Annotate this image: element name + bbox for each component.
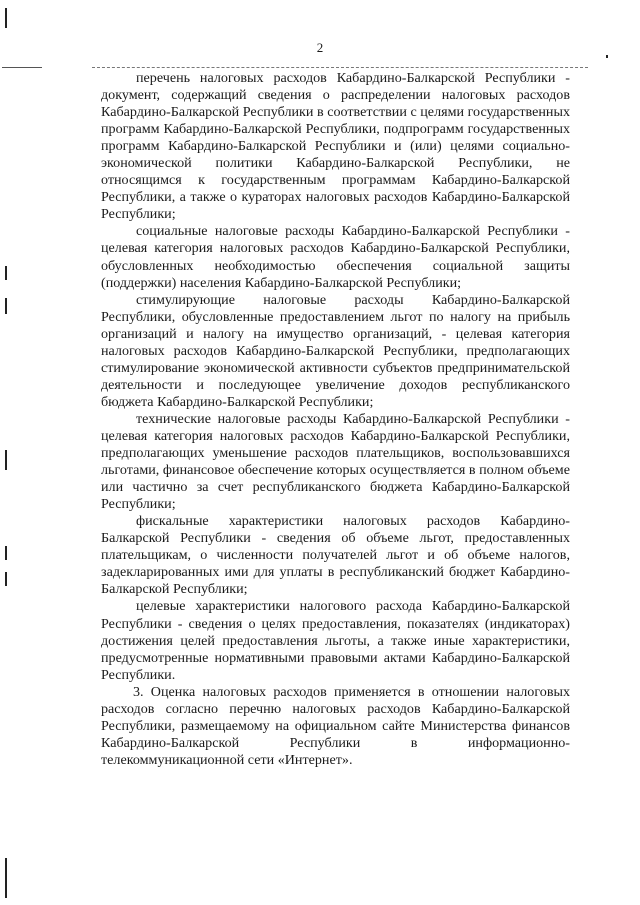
scan-mark-left-2 <box>5 298 7 314</box>
definition-target-characteristics: целевые характеристики налогового расхода Кабардино-Балкарской Республики - сведения о целях предоставления, показателях (индикаторах) достижения целей предоставления льготы, а также иные характеристики, предусмотренные нормативными правовыми актами Кабардино-Балкарской Республики. <box>101 598 570 683</box>
document-body <box>101 70 570 769</box>
definition-stimulating-tax-expenditures: стимулирующие налоговые расходы Кабардино-Балкарской Республики, обусловленные предоставлением льгот по налогу на прибыль организаций и налогу на имущество организаций, - целевая категория налоговых расходов Кабардино-Балкарской Республики, предполагающих стимулирование экономической активности субъектов предпринимательской деятельности и последующее увеличение доходов республиканского бюджета Кабардино-Балкарской Республики; <box>101 291 570 410</box>
scan-mark-left-dash <box>2 67 42 68</box>
scan-mark-left-5 <box>5 572 7 586</box>
scan-mark-left-top <box>5 8 7 28</box>
scan-mark-left-4 <box>5 546 7 560</box>
scan-mark-left-1 <box>5 266 7 280</box>
scan-mark-right-top <box>606 55 608 58</box>
clause-3-assessment: 3. Оценка налоговых расходов применяется в отношении налоговых расходов согласно перечню налоговых расходов Кабардино-Балкарской Республики, размещаемому на официальном сайте Министерства финансов Кабардино-Балкарской Республики в информационно-телекоммуникационной сети «Интернет». <box>101 683 570 768</box>
scan-mark-left-bottom <box>5 858 7 898</box>
page-number: 2 <box>316 40 324 55</box>
scan-mark-left-3 <box>5 450 7 470</box>
definition-social-tax-expenditures: социальные налоговые расходы Кабардино-Балкарской Республики - целевая категория налоговых расходов Кабардино-Балкарской Республики, обусловленных необходимостью обеспечения социальной защиты (поддержки) населения Кабардино-Балкарской Республики; <box>101 223 570 291</box>
definition-technical-tax-expenditures: технические налоговые расходы Кабардино-Балкарской Республики - целевая категория налоговых расходов Кабардино-Балкарской Республики, предполагающих уменьшение расходов плательщиков, воспользовавшихся льготами, финансовое обеспечение которых осуществляется в полном объеме или частично за счет республиканского бюджета Кабардино-Балкарской Республики; <box>101 410 570 513</box>
definition-tax-expenditure-list: перечень налоговых расходов Кабардино-Балкарской Республики - документ, содержащий сведения о распределении налоговых расходов Кабардино-Балкарской Республики в соответствии с целями государственных программ Кабардино-Балкарской Республики, подпрограмм государственных программ Кабардино-Балкарской Республики и (или) целями социально-экономической политики Кабардино-Балкарской Республики, не относящимся к государственным программам Кабардино-Балкарской Республики, а также о кураторах налоговых расходов Кабардино-Балкарской Республики; <box>101 70 570 223</box>
header-rule <box>92 67 588 68</box>
definition-fiscal-characteristics: фискальные характеристики налоговых расходов Кабардино-Балкарской Республики - сведения об объеме льгот, предоставленных плательщикам, о численности получателей льгот и об объеме налогов, задекларированных ими для уплаты в республиканский бюджет Кабардино-Балкарской Республики; <box>101 513 570 598</box>
